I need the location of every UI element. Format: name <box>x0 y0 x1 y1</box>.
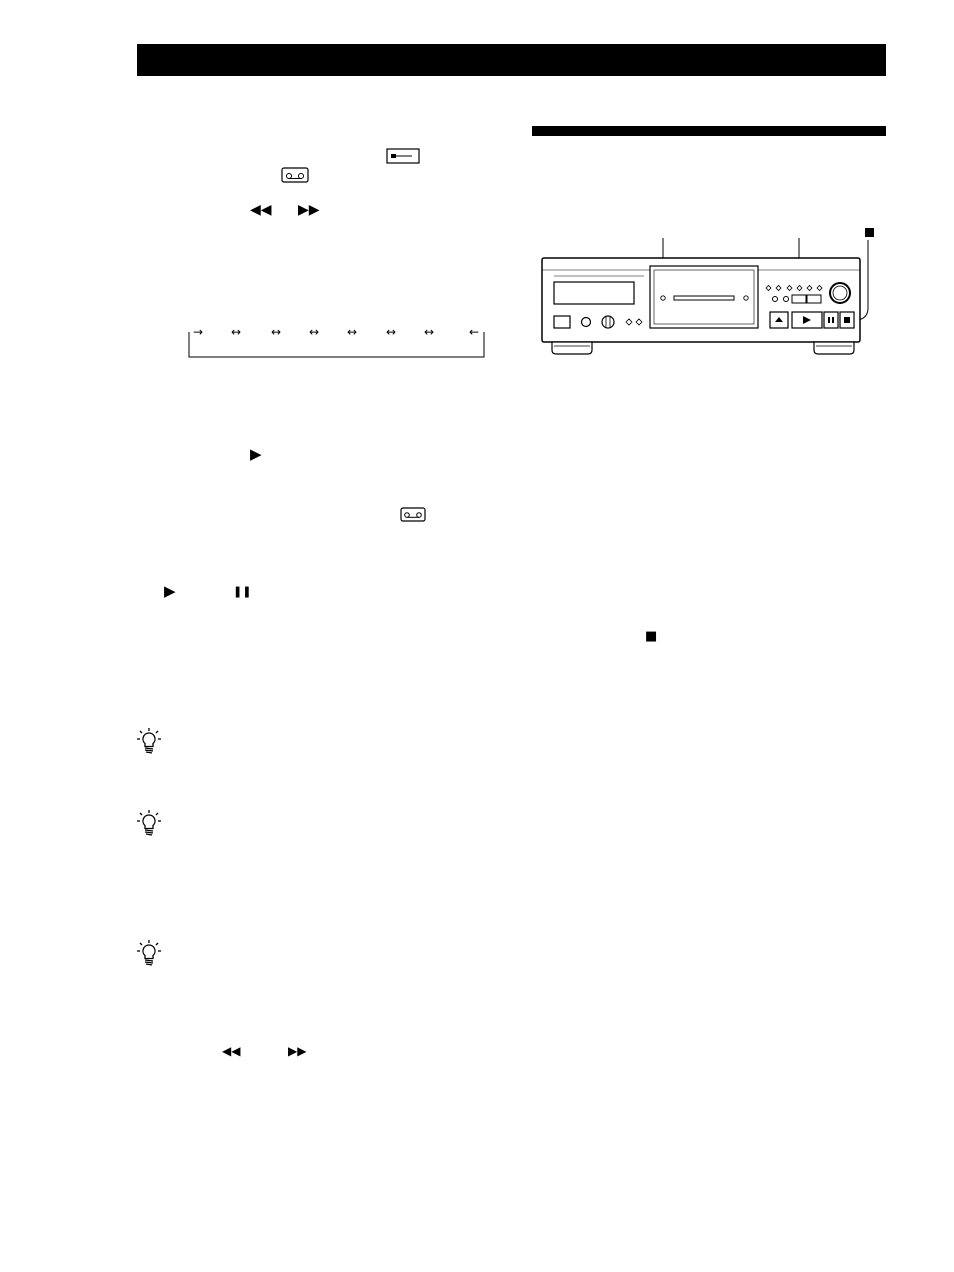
header-bar <box>137 44 886 76</box>
left-foot <box>552 342 592 354</box>
cycle-diagram <box>187 324 487 360</box>
tape-direction-icon <box>386 148 420 164</box>
cycle-arrow-icon: ↔ <box>309 325 320 339</box>
cycle-arrow-icon: ↔ <box>424 325 435 339</box>
cycle-arrow-icon: ↔ <box>231 325 242 339</box>
cycle-start-arrow-icon: → <box>193 325 204 339</box>
tape-cassette-icon <box>400 507 426 522</box>
pause-icon: ❚❚ <box>233 585 252 598</box>
rewind-icon: ◀◀ <box>250 202 272 218</box>
cycle-end-arrow-icon: ← <box>469 325 480 339</box>
light-bulb-tip-icon <box>137 728 161 754</box>
cycle-arrow-icon: ↔ <box>271 325 282 339</box>
stop-icon: ■ <box>645 629 658 644</box>
skip-back-button <box>792 295 806 303</box>
play-icon: ▶ <box>164 582 176 600</box>
section-rule <box>532 126 886 136</box>
deck-display <box>554 282 634 304</box>
fast-forward-icon: ▶▶ <box>288 1044 307 1058</box>
cycle-arrow-icon: ↔ <box>386 325 397 339</box>
light-bulb-tip-icon <box>137 940 161 966</box>
pause-button <box>824 312 838 328</box>
skip-forward-button <box>807 295 821 303</box>
play-icon: ▶ <box>250 445 262 463</box>
tape-cassette-icon <box>281 167 309 183</box>
light-bulb-tip-icon <box>137 810 161 836</box>
power-button <box>554 316 570 328</box>
rewind-icon: ◀◀ <box>222 1044 241 1058</box>
right-foot <box>814 342 854 354</box>
stop-label-icon <box>865 228 874 237</box>
cassette-deck-illustration <box>540 226 870 358</box>
fast-forward-icon: ▶▶ <box>298 202 320 218</box>
cycle-arrow-icon: ↔ <box>347 325 358 339</box>
